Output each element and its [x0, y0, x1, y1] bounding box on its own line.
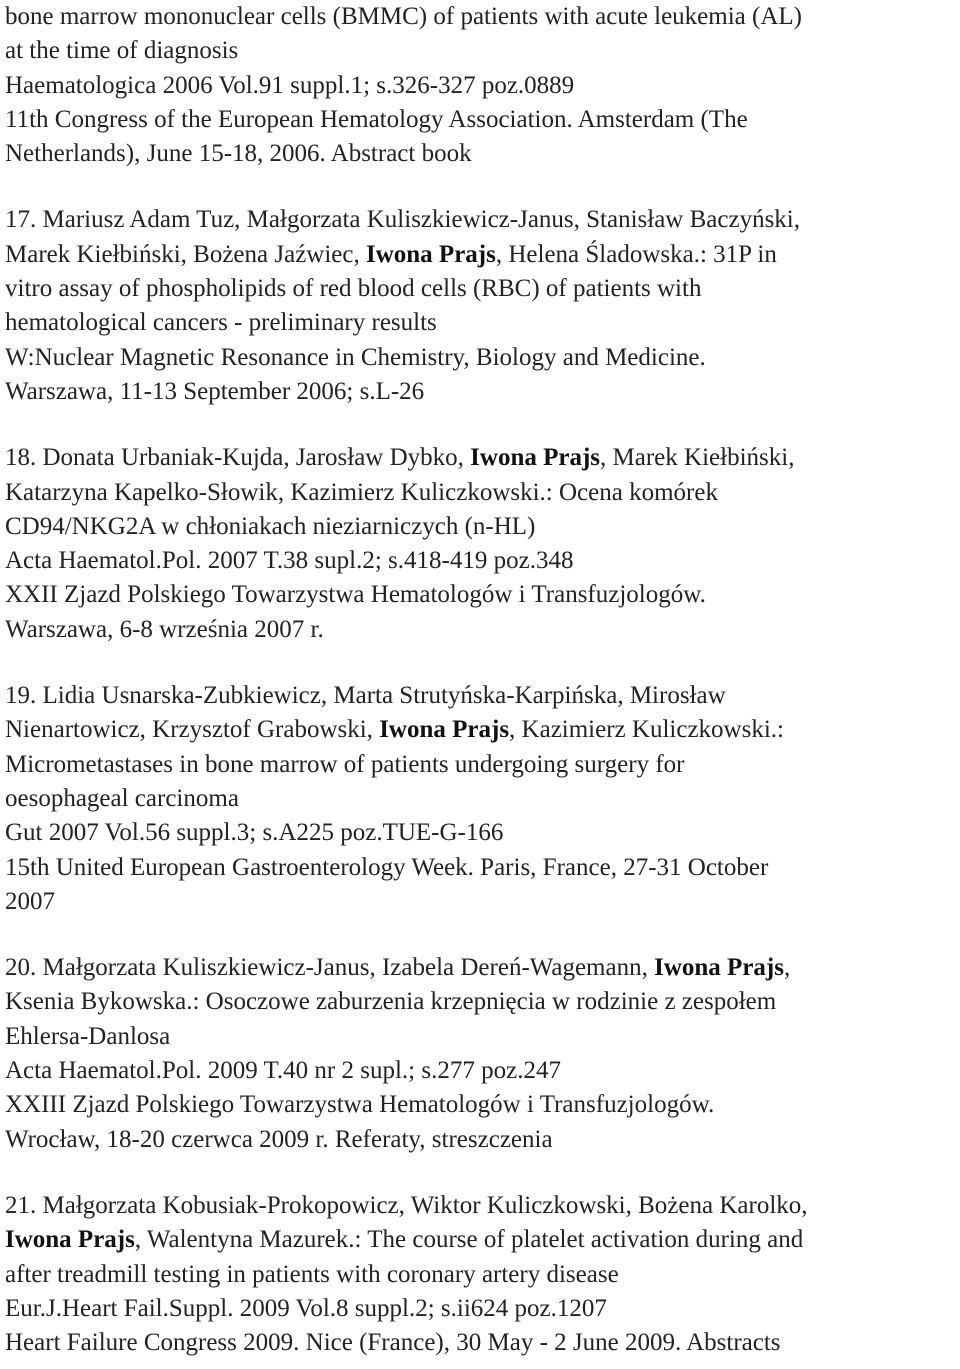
- entry-spacer: [5, 1157, 960, 1189]
- highlighted-author: Iwona Prajs: [366, 240, 496, 268]
- highlighted-author: Iwona Prajs: [654, 954, 784, 982]
- entry-title-line: hematological cancers - preliminary results: [5, 309, 437, 337]
- entry-text-line: bone marrow mononuclear cells (BMMC) of patients with acute leukemia (AL): [5, 3, 802, 30]
- entry-text-line: at the time of diagnosis: [5, 37, 239, 65]
- entry-spacer: [5, 919, 960, 951]
- entry-event-line: Wrocław, 18-20 czerwca 2009 r. Referaty, streszczenia: [5, 1125, 553, 1153]
- authors-text: , Helena Śladowska.: 31P in: [495, 240, 777, 268]
- entry-citation-line: Acta Haematol.Pol. 2009 T.40 nr 2 supl.; s.277 poz.247: [5, 1057, 561, 1085]
- authors-text: Marek Kiełbiński, Bożena Jaźwiec,: [5, 240, 366, 268]
- publication-entry-20: [5, 951, 960, 1157]
- entry-title-line: after treadmill testing in patients with coronary artery disease: [5, 1260, 619, 1288]
- publication-entry-18: [5, 441, 960, 647]
- entry-authors-line: 17. Mariusz Adam Tuz, Małgorzata Kuliszkiewicz-Janus, Stanisław Baczyński,: [5, 206, 800, 234]
- highlighted-author: Iwona Prajs: [379, 716, 510, 744]
- entry-event-line: 11th Congress of the European Hematology Association. Amsterdam (The: [5, 105, 748, 133]
- entry-title-line: Ehlersa-Danlosa: [5, 1022, 171, 1050]
- entry-title-line: vitro assay of phospholipids of red blood cells (RBC) of patients with: [5, 275, 702, 303]
- entry-title-line: CD94/NKG2A w chłoniakach nieziarniczych (n-HL): [5, 512, 536, 540]
- entry-authors-line: Katarzyna Kapelko-Słowik, Kazimierz Kuliczkowski.: Ocena komórek: [5, 478, 718, 506]
- entry-event-line: XXII Zjazd Polskiego Towarzystwa Hematologów i Transfuzjologów.: [5, 581, 706, 609]
- authors-text: Nienartowicz, Krzysztof Grabowski,: [5, 716, 380, 744]
- entry-event-line: Heart Failure Congress 2009. Nice (France), 30 May - 2 June 2009. Abstracts: [5, 1329, 781, 1357]
- publication-entry-21: [5, 1189, 960, 1360]
- entry-authors-line: [5, 1223, 960, 1257]
- publication-entry-17: [5, 203, 960, 409]
- entry-title-line: Micrometastases in bone marrow of patients undergoing surgery for: [5, 750, 685, 778]
- authors-text: , Marek Kiełbiński,: [600, 444, 795, 472]
- authors-text: ,: [783, 954, 791, 982]
- entry-authors-line: [5, 238, 960, 272]
- entry-citation-line: W:Nuclear Magnetic Resonance in Chemistry, Biology and Medicine.: [5, 343, 706, 371]
- entry-authors-line: 19. Lidia Usnarska-Zubkiewicz, Marta Strutyńska-Karpińska, Mirosław: [5, 682, 726, 710]
- entry-authors-line: [5, 951, 960, 985]
- authors-text: 18. Donata Urbaniak-Kujda, Jarosław Dybko,: [5, 444, 471, 472]
- entry-event-line: 2007: [5, 887, 55, 915]
- entry-spacer: [5, 647, 960, 679]
- entry-citation-line: Haematologica 2006 Vol.91 suppl.1; s.326-327 poz.0889: [5, 71, 575, 99]
- entry-citation-line: Gut 2007 Vol.56 suppl.3; s.A225 poz.TUE-G-166: [5, 819, 504, 847]
- entry-citation-line: Warszawa, 11-13 September 2006; s.L-26: [5, 377, 425, 405]
- authors-text: 20. Małgorzata Kuliszkiewicz-Janus, Izabela Dereń-Wagemann,: [5, 954, 655, 982]
- entry-event-line: 15th United European Gastroenterology Week. Paris, France, 27-31 October: [5, 853, 769, 881]
- entry-citation-line: Eur.J.Heart Fail.Suppl. 2009 Vol.8 suppl.2; s.ii624 poz.1207: [5, 1294, 607, 1322]
- publication-entry-19: [5, 679, 960, 919]
- entry-spacer: [5, 171, 960, 203]
- entry-event-line: XXIII Zjazd Polskiego Towarzystwa Hematologów i Transfuzjologów.: [5, 1091, 715, 1119]
- entry-event-line: Warszawa, 6-8 września 2007 r.: [5, 615, 324, 643]
- entry-authors-line: [5, 713, 960, 747]
- highlighted-author: Iwona Prajs: [470, 444, 601, 472]
- entry-spacer: [5, 409, 960, 441]
- entry-event-line: Netherlands), June 15-18, 2006. Abstract book: [5, 140, 472, 168]
- publication-entry-16-continued: [5, 0, 960, 171]
- entry-authors-line: 21. Małgorzata Kobusiak-Prokopowicz, Wiktor Kuliczkowski, Bożena Karolko,: [5, 1191, 808, 1219]
- highlighted-author: Iwona Prajs: [5, 1226, 135, 1254]
- authors-text: , Kazimierz Kuliczkowski.:: [509, 716, 784, 744]
- entry-citation-line: Acta Haematol.Pol. 2007 T.38 supl.2; s.418-419 poz.348: [5, 547, 574, 575]
- entry-authors-line: [5, 441, 960, 475]
- authors-text: , Walentyna Mazurek.: The course of platelet activation during and: [134, 1226, 804, 1254]
- entry-authors-line: Ksenia Bykowska.: Osoczowe zaburzenia krzepnięcia w rodzinie z zespołem: [5, 988, 777, 1016]
- entry-title-line: oesophageal carcinoma: [5, 784, 239, 812]
